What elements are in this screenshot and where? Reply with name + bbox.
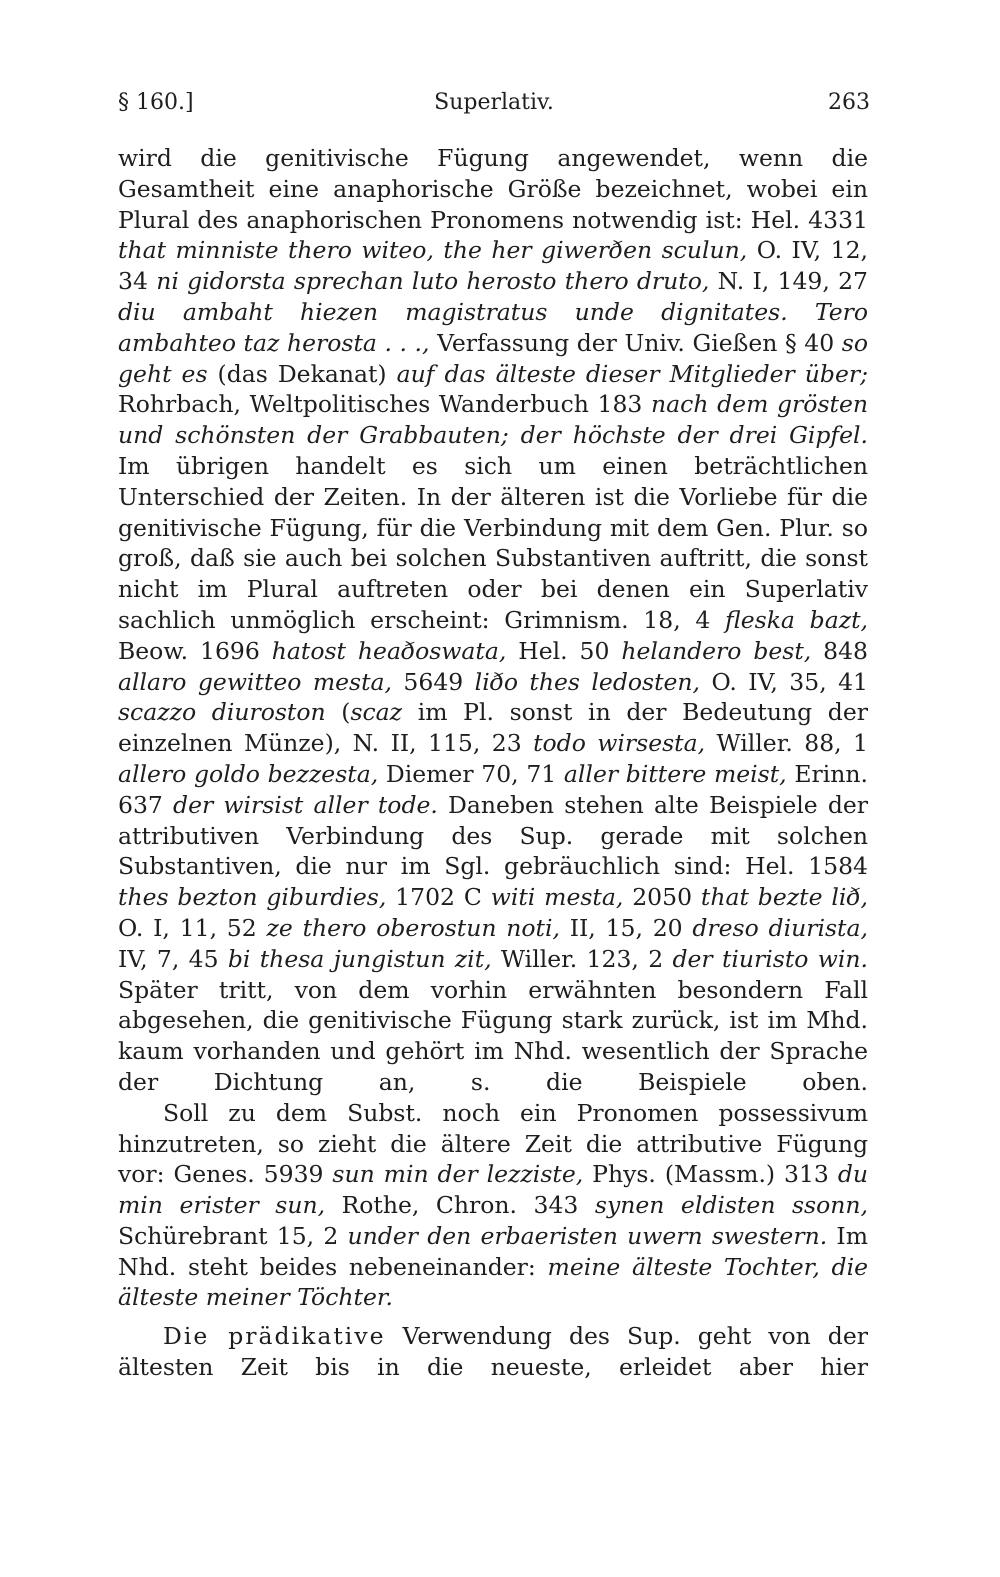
text-segment: Später tritt, von dem vorhin erwähnten besondern Fall abgesehen, die genitivische Fügung stark zurück, ist im Mhd. kaum vorhanden und gehört im Nhd. wesentlich der Sprache der Dichtung an, s. die Beispiele oben.	[118, 975, 868, 1096]
text-segment: Phys. (Massm.) 313	[583, 1160, 838, 1189]
quotation-italic: bi thesa jungistun zit,	[227, 944, 492, 973]
quotation-italic: witi mesta,	[490, 883, 624, 912]
text-segment: 2050	[623, 883, 701, 912]
text-segment: Hel. 50	[506, 636, 622, 665]
text-segment: Verwendung des Sup. geht von der ältesten Zeit bis in die neueste, erleidet aber hier	[118, 1322, 868, 1382]
quotation-italic: todo wirsesta,	[533, 729, 706, 758]
quotation-italic: ze thero oberostun noti,	[266, 913, 560, 942]
text-segment: im Pl. sonst in der Bedeutung der einzelnen Münze), N. II, 115, 23	[118, 698, 868, 758]
text-segment: N. I, 149, 27	[709, 267, 869, 296]
text-segment: Im übrigen handelt es sich um einen beträchtlichen Unterschied der Zeiten. In der älteren ist die Vorliebe für die genitivische Fügung, für die Verbindung mit dem Gen. Plur. so groß, daß sie auch bei solchen Substantiven auftritt, die sonst nicht im Plural auftreten oder bei denen ein Superlativ sachlich unmöglich erscheint: Grimnism. 18, 4	[118, 451, 868, 634]
text-segment: Willer. 123, 2	[491, 944, 673, 973]
paragraph	[118, 1321, 868, 1383]
text-segment: 1702 C	[386, 883, 491, 912]
text-segment: Erinn. 637	[118, 759, 868, 819]
text-segment: Beow. 1696	[118, 636, 272, 665]
text-segment: Daneben stehen alte Beispiele der attributiven Verbindung des Sup. gerade mit solchen Substantiven, die nur im Sgl. gebräuchlich sind: Hel. 1584	[118, 790, 869, 881]
quotation-italic: scaz	[350, 698, 403, 727]
text-segment: 5649	[392, 667, 475, 696]
text-segment: Diemer 70, 71	[378, 759, 564, 788]
quotation-italic: fleska bazt,	[725, 605, 868, 634]
running-title: Superlativ.	[434, 90, 554, 115]
body-text	[118, 143, 868, 1383]
text-segment: wird die genitivische Fügung angewendet, wenn die Gesamtheit eine anaphorische Größe bezeichnet, wobei ein Plural des anaphorischen Pronomens notwendig ist: Hel. 4331	[118, 144, 868, 234]
quotation-italic: under den erbaeristen uwern swestern.	[347, 1221, 828, 1250]
quotation-italic: auf das älteste dieser Mitglieder über;	[396, 359, 869, 388]
quotation-italic: der tiuristo win.	[672, 944, 868, 973]
quotation-italic: that minniste thero witeo, the her giwerðen sculun,	[118, 236, 748, 265]
quotation-italic: aller bittere meist,	[563, 759, 787, 788]
quotation-italic: scazzo diuroston	[118, 698, 326, 727]
text-segment: (das Dekanat)	[207, 359, 397, 388]
text-segment: IV, 7, 45	[118, 944, 228, 973]
quotation-italic: allero goldo bezzesta,	[118, 759, 379, 788]
quotation-italic: so geht es	[118, 328, 868, 388]
quotation-italic: allaro gewitteo mesta,	[118, 667, 392, 696]
text-segment: Soll zu dem Subst. noch ein Pronomen possessivum hinzutreten, so zieht die ältere Zeit die attributive Fügung vor: Genes. 5939	[118, 1098, 868, 1189]
text-segment: (	[325, 698, 351, 727]
emphasis-spaced: Die prädikative	[163, 1322, 386, 1351]
page-number: 263	[828, 90, 870, 115]
text-segment: Rothe, Chron. 343	[325, 1191, 595, 1220]
quotation-italic: thes bezton giburdies,	[118, 883, 387, 912]
text-segment: II, 15, 20	[559, 913, 693, 942]
text-segment: Schürebrant 15, 2	[118, 1221, 348, 1250]
quotation-italic: hatost heaðoswata,	[271, 636, 507, 665]
text-segment: O. IV, 35, 41	[700, 667, 869, 696]
text-segment: Rohrbach, Weltpolitisches Wanderbuch 183	[118, 390, 652, 419]
text-segment: O. I, 11, 52	[118, 913, 267, 942]
quotation-italic: ni gidorsta sprechan luto herosto thero druto,	[156, 267, 710, 296]
paragraph	[118, 1098, 868, 1314]
quotation-italic: synen eldisten ssonn,	[594, 1191, 868, 1220]
section-reference: § 160.]	[118, 90, 194, 115]
quotation-italic: nach dem grösten und schönsten der Grabbauten; der höchste der drei Gipfel.	[118, 390, 868, 450]
text-segment: Verfassung der Univ. Gießen § 40	[429, 328, 842, 357]
paragraph	[118, 143, 868, 1098]
text-segment: Im Nhd. steht beides nebeneinander:	[118, 1221, 868, 1281]
quotation-italic: that bezte lið,	[700, 883, 868, 912]
quotation-italic: du min erister sun,	[118, 1160, 868, 1220]
text-segment: Willer. 88, 1	[705, 729, 868, 758]
quotation-italic: sun min der lezziste,	[332, 1160, 584, 1189]
quotation-italic: liðo thes ledosten,	[474, 667, 701, 696]
quotation-italic: helandero best,	[621, 636, 812, 665]
text-segment: O. IV, 12, 34	[118, 236, 868, 296]
quotation-italic: dreso diurista,	[692, 913, 868, 942]
quotation-italic: meine älteste Tochter, die älteste meiner Töchter.	[118, 1252, 868, 1312]
quotation-italic: der wirsist aller tode.	[173, 790, 438, 819]
quotation-italic: diu ambaht hiezen magistratus unde dignitates. Tero ambahteo taz herosta . . .,	[118, 297, 868, 357]
running-header	[118, 88, 870, 118]
text-segment: 848	[811, 636, 869, 665]
